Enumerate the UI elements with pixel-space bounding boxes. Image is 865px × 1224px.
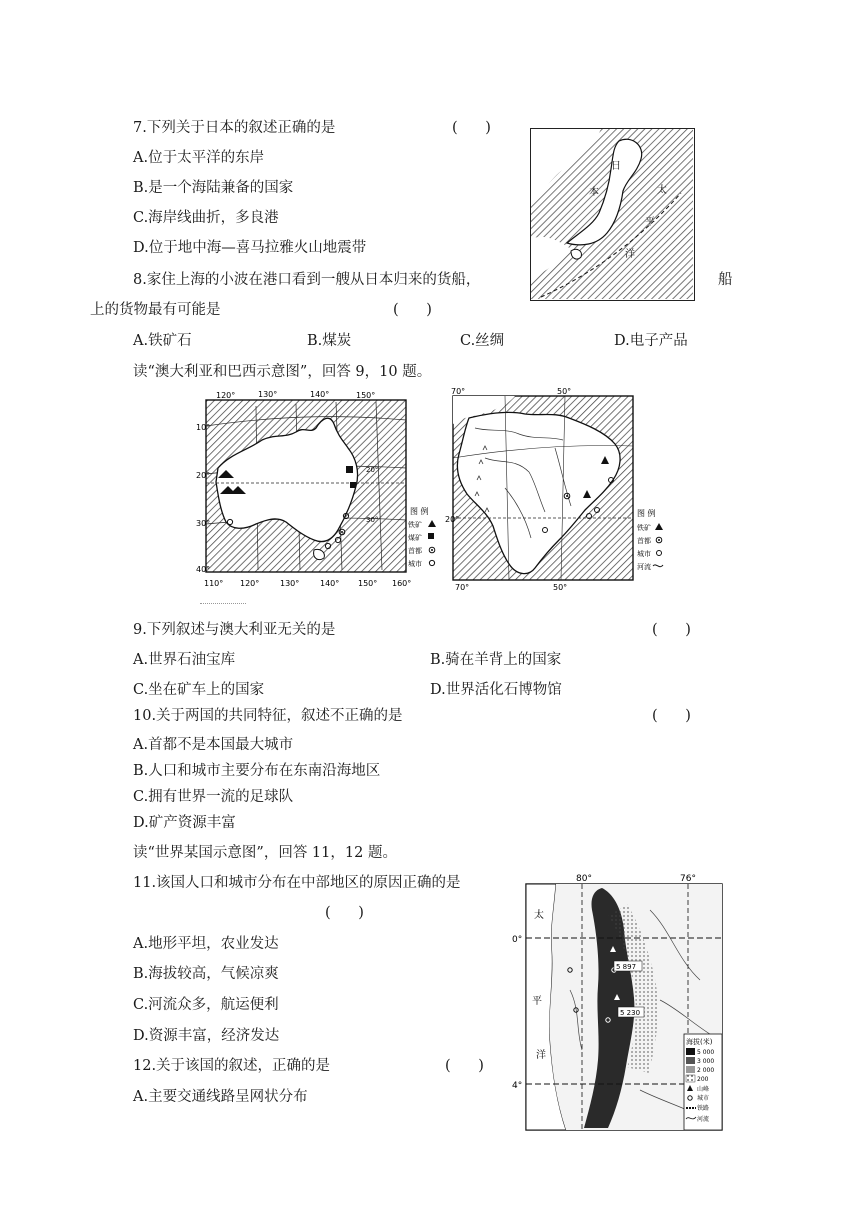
au-legend-capital: 首都 <box>408 547 422 555</box>
ec-legend-200: 200 <box>697 1076 709 1083</box>
q9-option-c: C.坐在矿车上的国家 <box>133 682 265 698</box>
q7-answer-paren: ( ) <box>452 120 491 136</box>
q9-option-b: B.骑在羊背上的国家 <box>430 652 562 668</box>
q7-option-b: B.是一个海陆兼备的国家 <box>133 180 294 196</box>
br-legend-title: 图 例 <box>637 509 656 518</box>
q7-stem: 7.下列关于日本的叙述正确的是 <box>133 120 336 136</box>
au-bottom-tick-5: 150° <box>358 579 378 588</box>
q8-stem-line1: 8.家住上海的小波在港口看到一艘从日本归来的货船， <box>133 272 481 288</box>
au-top-tick-4: 150° <box>356 391 376 400</box>
ec-label-1: 太 <box>534 910 544 921</box>
ec-label-2: 平 <box>532 996 542 1007</box>
br-left-tick-1: 20° <box>445 515 460 524</box>
q11-option-a: A.地形平坦，农业发达 <box>133 936 279 952</box>
q8-stem-tail: 船 <box>718 272 733 288</box>
q10-option-d: D.矿产资源丰富 <box>133 815 236 831</box>
q10-stem: 10.关于两国的共同特征，叙述不正确的是 <box>133 708 403 724</box>
q7-option-c: C.海岸线曲折，多良港 <box>133 210 279 226</box>
brazil-map <box>445 388 667 592</box>
q8-option-b: B.煤炭 <box>307 333 352 349</box>
au-top-tick-1: 120° <box>216 391 236 400</box>
q11-option-c: C.河流众多，航运便利 <box>133 997 279 1013</box>
ec-legend-peak: 山峰 <box>697 1086 710 1093</box>
q11-option-d: D.资源丰富，经济发达 <box>133 1028 280 1044</box>
ec-legend-river: 河流 <box>697 1116 710 1123</box>
japan-label-5: 洋 <box>625 249 635 260</box>
au-left-tick-1: 10° <box>196 423 211 432</box>
ec-peak-2: 5 230 <box>620 1009 641 1017</box>
ec-legend-2000: 2 000 <box>697 1067 715 1074</box>
q9-option-d: D.世界活化石博物馆 <box>430 682 562 698</box>
au-legend-coal: 煤矿 <box>408 534 422 542</box>
au-legend-title: 图 例 <box>410 507 429 516</box>
ec-peak-1: 5 897 <box>616 963 637 971</box>
q10-option-a: A.首都不是本国最大城市 <box>133 737 294 753</box>
br-bottom-tick-1: 70° <box>455 583 470 592</box>
q9-option-a: A.世界石油宝库 <box>133 652 236 668</box>
br-legend-capital: 首都 <box>637 537 651 545</box>
q11-stem: 11.该国人口和城市分布在中部地区的原因正确的是 <box>133 875 461 891</box>
ec-legend-3000: 3 000 <box>697 1058 715 1065</box>
q11-option-b: B.海拔较高，气候凉爽 <box>133 966 279 982</box>
au-bottom-tick-6: 160° <box>392 579 412 588</box>
q7-option-d: D.位于地中海—喜马拉雅火山地震带 <box>133 240 367 256</box>
ec-left-tick-1: 0° <box>512 935 523 945</box>
au-bottom-tick-3: 130° <box>280 579 300 588</box>
q8-option-c: C.丝绸 <box>460 333 505 349</box>
br-top-tick-1: 70° <box>451 388 466 396</box>
br-legend-river: 河流 <box>637 563 651 571</box>
au-legend-iron: 铁矿 <box>408 521 422 529</box>
ec-left-tick-2: 4° <box>512 1081 523 1091</box>
ec-label-3: 洋 <box>536 1050 546 1061</box>
q8-option-a: A.铁矿石 <box>133 333 192 349</box>
au-right-tick-1: 20° <box>366 466 379 474</box>
br-legend-iron: 铁矿 <box>637 524 651 532</box>
ecuador-map <box>510 870 732 1134</box>
ec-top-tick-2: 76° <box>680 874 696 884</box>
japan-label-2: 本 <box>589 187 599 198</box>
japan-map-svg <box>531 129 693 299</box>
q12-answer-paren: ( ) <box>445 1058 484 1074</box>
au-bottom-tick-1: 110° <box>204 579 224 588</box>
q12-option-a: A.主要交通线路呈网状分布 <box>133 1089 308 1105</box>
au-legend-city: 城市 <box>408 560 422 568</box>
ec-legend-title: 海拔(米) <box>686 1038 713 1046</box>
q10-option-b: B.人口和城市主要分布在东南沿海地区 <box>133 763 381 779</box>
q10-option-c: C.拥有世界一流的足球队 <box>133 789 294 805</box>
au-left-tick-3: 30° <box>196 519 211 528</box>
ec-legend-5000: 5 000 <box>697 1049 715 1056</box>
au-right-tick-2: 30° <box>366 516 379 524</box>
au-left-tick-4: 40° <box>196 565 211 574</box>
japan-label-1: 日 <box>611 161 621 172</box>
ec-top-tick-1: 80° <box>576 874 592 884</box>
ec-legend-city: 城市 <box>697 1095 710 1102</box>
au-bottom-tick-4: 140° <box>320 579 340 588</box>
au-top-tick-3: 140° <box>310 390 330 399</box>
br-bottom-tick-2: 50° <box>553 583 568 592</box>
japan-label-4: 平 <box>645 217 655 228</box>
q8-answer-paren: ( ) <box>393 302 432 318</box>
br-legend-city: 城市 <box>637 550 651 558</box>
au-top-tick-2: 130° <box>258 390 278 399</box>
q11-answer-paren: ( ) <box>325 905 364 921</box>
scan-mark <box>200 600 246 604</box>
q10-answer-paren: ( ) <box>652 708 691 724</box>
br-top-tick-2: 50° <box>557 388 572 396</box>
read-instruction-1: 读“澳大利亚和巴西示意图”，回答 9，10 题。 <box>133 364 432 380</box>
q8-option-d: D.电子产品 <box>614 333 688 349</box>
q7-option-a: A.位于太平洋的东岸 <box>133 150 265 166</box>
japan-map <box>530 128 695 301</box>
au-bottom-tick-2: 120° <box>240 579 260 588</box>
q9-stem: 9.下列叙述与澳大利亚无关的是 <box>133 622 336 638</box>
q9-answer-paren: ( ) <box>652 622 691 638</box>
australia-map <box>196 390 438 590</box>
au-left-tick-2: 20° <box>196 471 211 480</box>
ec-legend-railway: 铁路 <box>697 1105 710 1112</box>
read-instruction-2: 读“世界某国示意图”，回答 11，12 题。 <box>133 845 397 861</box>
japan-label-3: 太 <box>657 185 667 196</box>
q8-stem-line2: 上的货物最有可能是 <box>90 302 221 318</box>
q12-stem: 12.关于该国的叙述，正确的是 <box>133 1058 331 1074</box>
